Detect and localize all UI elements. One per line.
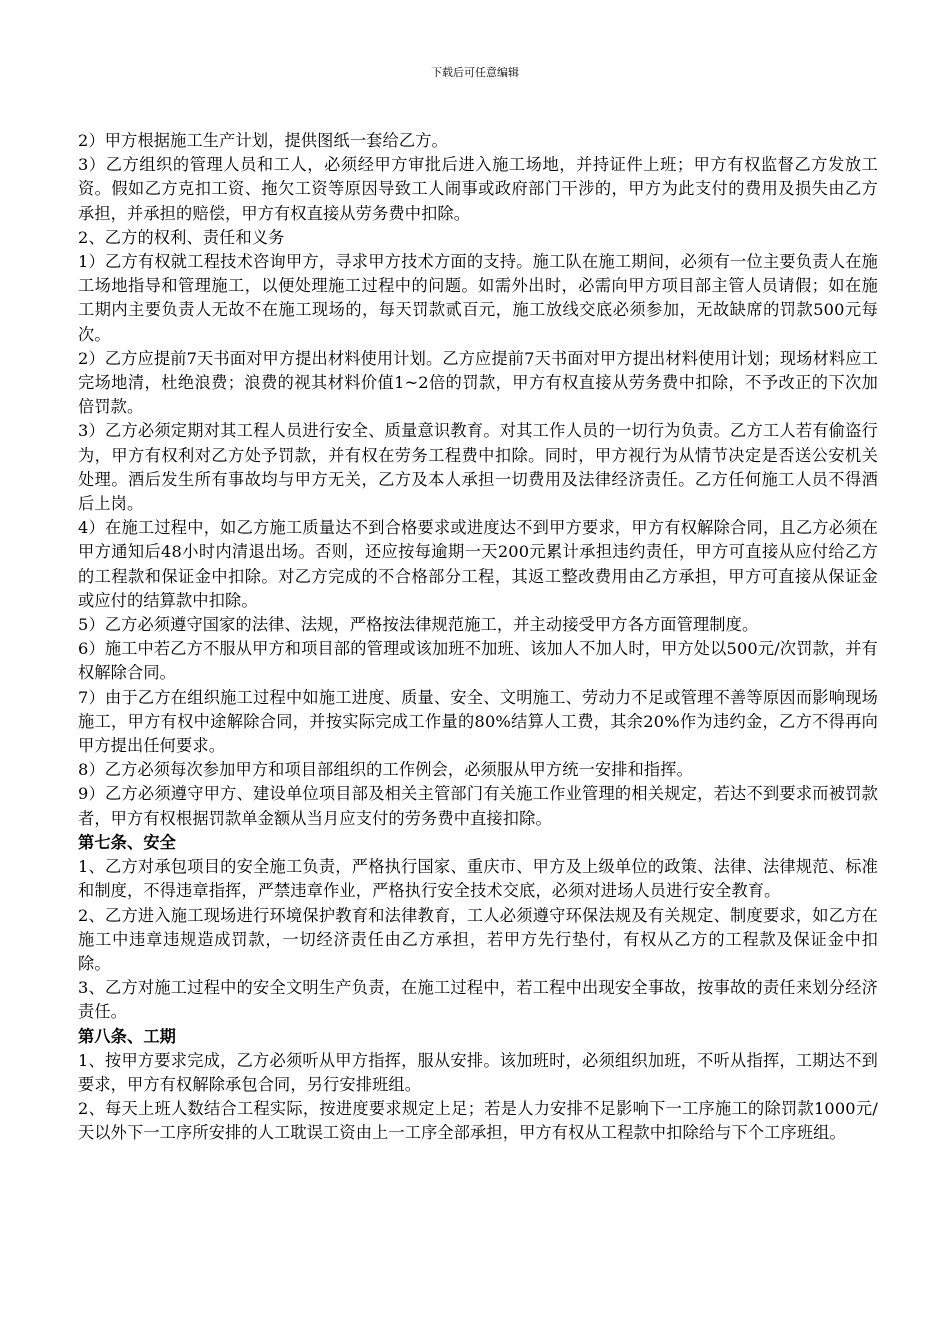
paragraph: 8）乙方必须每次参加甲方和项目部组织的工作例会，必须服从甲方统一安排和指挥。 bbox=[78, 760, 693, 780]
header-note: 下载后可任意编辑 bbox=[431, 66, 519, 79]
paragraph: 6）施工中若乙方不服从甲方和项目部的管理或该加班不加班、该加人不加人时，甲方处以500元/次罚款，并有权解除合同。 bbox=[78, 639, 878, 683]
paragraph: 7）由于乙方在组织施工过程中如施工进度、质量、安全、文明施工、劳动力不足或管理不善等原因而影响现场施工，甲方有权中途解除合同，并按实际完成工作量的80%结算人工费，其余20%作为违约金，乙方不得再向甲方提出任何要求。 bbox=[78, 687, 878, 756]
section-heading: 第七条、安全 bbox=[78, 832, 177, 852]
paragraph: 1、乙方对承包项目的安全施工负责，严格执行国家、重庆市、甲方及上级单位的政策、法律、法律规范、标准和制度，不得违章指挥，严禁违章作业，严格执行安全技术交底，必须对进场人员进行安全教育。 bbox=[78, 857, 878, 901]
paragraph: 2、乙方的权利、责任和义务 bbox=[78, 227, 285, 247]
paragraph: 3、乙方对施工过程中的安全文明生产负责，在施工过程中，若工程中出现安全事故，按事故的责任来划分经济责任。 bbox=[78, 978, 878, 1022]
paragraph: 3）乙方必须定期对其工程人员进行安全、质量意识教育。对其工作人员的一切行为负责。乙方工人若有偷盗行为，甲方有权利对乙方处予罚款，并有权在劳务工程费中扣除。同时，甲方视行为从情节决定是否送公安机关处理。酒后发生所有事故均与甲方无关，乙方及本人承担一切费用及法律经济责任。乙方任何施工人员不得酒后上岗。 bbox=[78, 421, 878, 514]
paragraph: 5）乙方必须遵守国家的法律、法规，严格按法律规范施工，并主动接受甲方各方面管理制度。 bbox=[78, 615, 759, 635]
document-body bbox=[78, 129, 878, 1146]
paragraph: 2）乙方应提前7天书面对甲方提出材料使用计划。乙方应提前7天书面对甲方提出材料使用计划；现场材料应工完场地清，杜绝浪费；浪费的视其材料价值1~2倍的罚款，甲方有权直接从劳务费中扣除，不予改正的下次加倍罚款。 bbox=[78, 348, 878, 417]
paragraph: 2）甲方根据施工生产计划，提供图纸一套给乙方。 bbox=[78, 131, 448, 150]
paragraph: 4）在施工过程中，如乙方施工质量达不到合格要求或进度达不到甲方要求，甲方有权解除合同，且乙方必须在甲方通知后48小时内清退出场。否则，还应按每逾期一天200元累计承担违约责任，甲方可直接从应付给乙方的工程款和保证金中扣除。对乙方完成的不合格部分工程，其返工整改费用由乙方承担，甲方可直接从保证金或应付的结算款中扣除。 bbox=[78, 518, 878, 610]
paragraph: 9）乙方必须遵守甲方、建设单位项目部及相关主管部门有关施工作业管理的相关规定，若达不到要求而被罚款者，甲方有权根据罚款单金额从当月应支付的劳务费中直接扣除。 bbox=[78, 784, 878, 828]
section-heading: 第八条、工期 bbox=[78, 1026, 177, 1046]
paragraph: 2、乙方进入施工现场进行环境保护教育和法律教育，工人必须遵守环保法规及有关规定、制度要求，如乙方在施工中违章违规造成罚款，一切经济责任由乙方承担，若甲方先行垫付，有权从乙方的工程款及保证金中扣除。 bbox=[78, 905, 878, 973]
paragraph: 2、每天上班人数结合工程实际，按进度要求规定上足；若是人力安排不足影响下一工序施工的除罚款1000元/天以外下一工序所安排的人工耽误工资由上一工序全部承担，甲方有权从工程款中扣除给与下个工序班组。 bbox=[78, 1099, 878, 1143]
paragraph: 1、按甲方要求完成，乙方必须听从甲方指挥，服从安排。该加班时，必须组织加班，不听从指挥，工期达不到要求，甲方有权解除承包合同，另行安排班组。 bbox=[78, 1050, 878, 1094]
paragraph: 1）乙方有权就工程技术咨询甲方，寻求甲方技术方面的支持。施工队在施工期间，必须有一位主要负责人在施工场地指导和管理施工，以便处理施工过程中的问题。如需外出时，必需向甲方项目部主管人员请假；如在施工期内主要负责人无故不在施工现场的，每天罚款贰百元，施工放线交底必须参加，无故缺席的罚款500元每次。 bbox=[78, 252, 878, 344]
paragraph: 3）乙方组织的管理人员和工人，必须经甲方审批后进入施工场地，并持证件上班；甲方有权监督乙方发放工资。假如乙方克扣工资、拖欠工资等原因导致工人闹事或政府部门干涉的，甲方为此支付的费用及损失由乙方承担，并承担的赔偿，甲方有权直接从劳务费中扣除。 bbox=[78, 155, 878, 223]
